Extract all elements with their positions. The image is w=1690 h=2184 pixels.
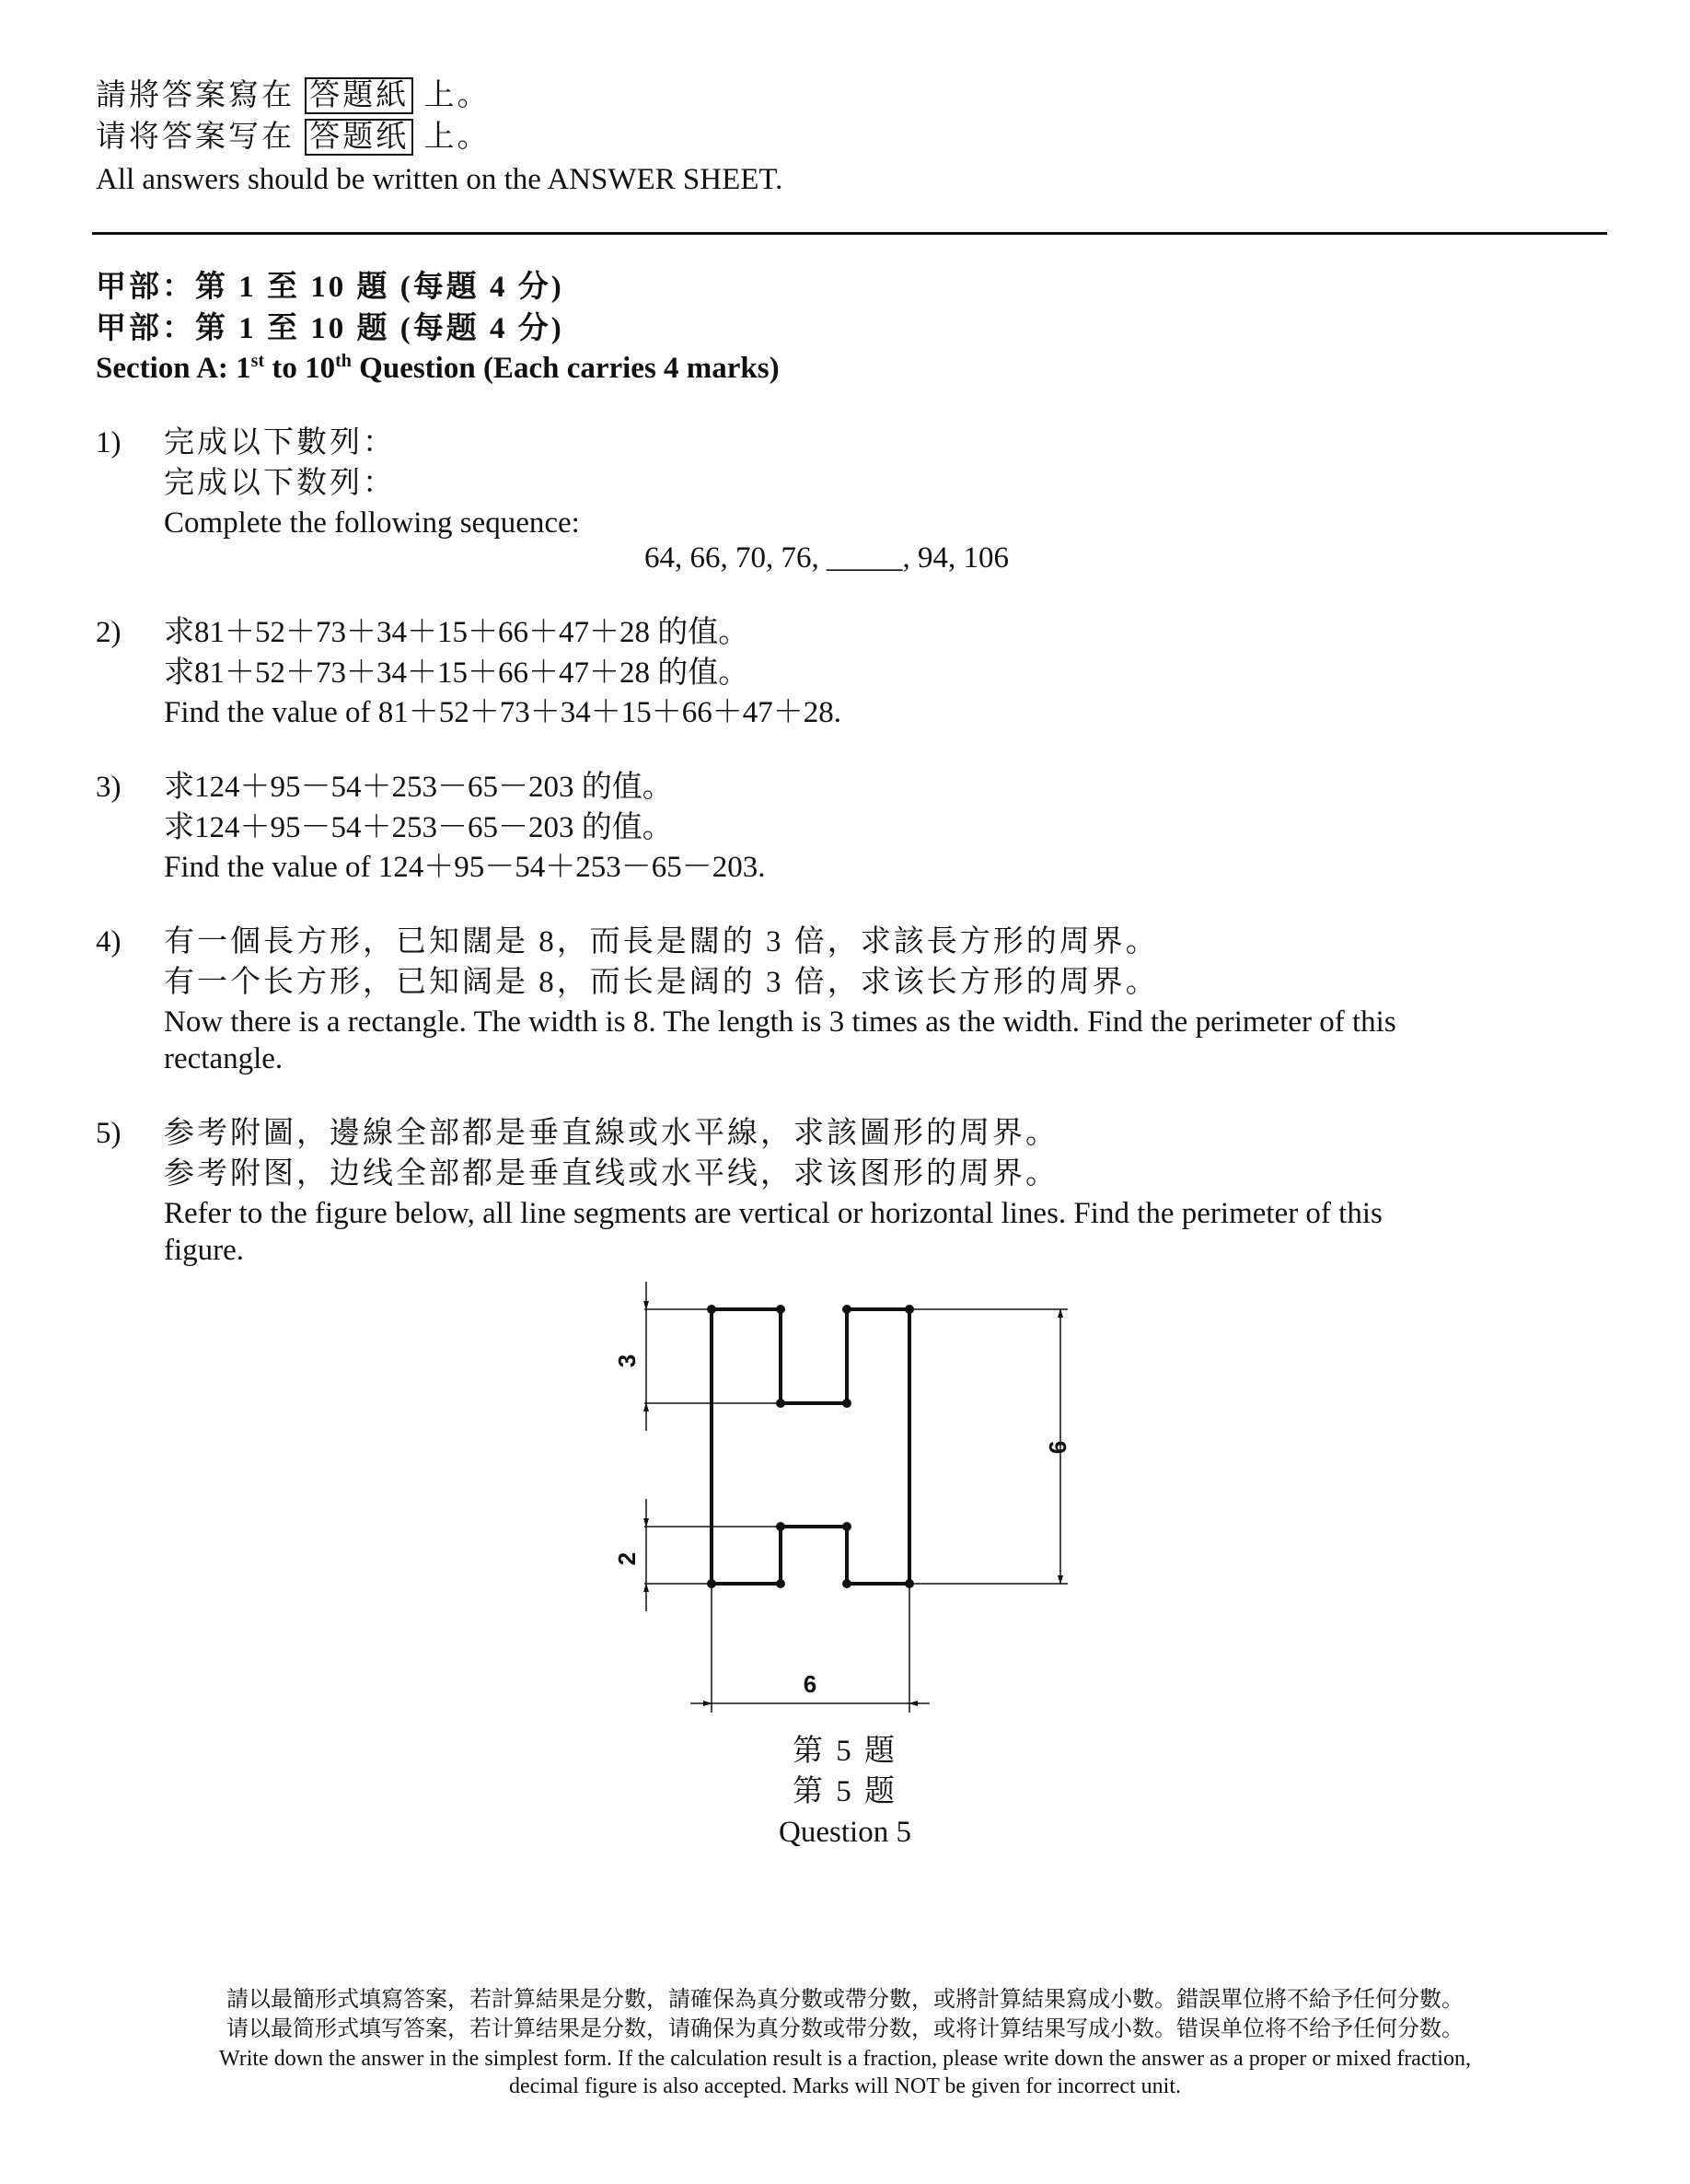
dimension-label-6: 6 <box>803 1670 817 1698</box>
dimension-lines <box>646 1282 1060 1703</box>
answer-sheet-box-trad: 答題紙 <box>305 77 413 114</box>
question-5-en-line2: figure. <box>164 1234 245 1267</box>
instruction-simp-text: 请将答案写在 <box>96 121 295 154</box>
figure-outline <box>712 1309 909 1584</box>
question-5-number: 5) <box>96 1117 122 1150</box>
question-2-trad: 求81＋52＋73＋34＋15＋66＋47＋28 的值。 <box>164 616 749 649</box>
superscript-st: st <box>250 351 265 371</box>
question-1-en: Complete the following sequence: <box>164 506 580 540</box>
figure-caption-trad: 第 5 題 <box>793 1735 897 1768</box>
question-4-en-line2: rectangle. <box>164 1042 284 1075</box>
footer-note-simp: 请以最简形式填写答案，若计算结果是分数，请确保为真分数或带分数，或将计算结果写成小数。错误单位将不给予任何分数。 <box>226 2017 1464 2041</box>
question-2-number: 2) <box>96 616 122 649</box>
section-title-en-part: Question (Each carries 4 marks) <box>351 352 780 385</box>
question-3-en: Find the value of 124＋95－54＋253－65－203. <box>164 851 766 884</box>
question-5-figure <box>589 1271 1105 1731</box>
instruction-en: All answers should be written on the ANSWER SHEET. <box>96 163 783 196</box>
footer-note-trad: 請以最簡形式填寫答案，若計算結果是分數，請確保為真分數或帶分數，或將計算結果寫成小數。錯誤單位將不給予任何分數。 <box>226 1988 1464 2012</box>
section-title-en <box>96 348 780 389</box>
header-divider <box>92 232 1607 235</box>
footer-note-en-line2: decimal figure is also accepted. Marks will NOT be given for incorrect unit. <box>509 2074 1181 2098</box>
figure-caption-en: Question 5 <box>779 1816 911 1849</box>
superscript-th: th <box>335 351 352 371</box>
question-3-trad: 求124＋95－54＋253－65－203 的值。 <box>164 771 673 804</box>
dimension-label-9: 9 <box>1044 1440 1071 1455</box>
section-title-en-part: Section A: 1 <box>96 352 251 385</box>
instruction-simp <box>96 117 491 157</box>
question-1-simp: 完成以下数列： <box>164 467 396 500</box>
question-1-number: 1) <box>96 426 122 459</box>
question-5-en-line1: Refer to the figure below, all line segments are vertical or horizontal lines. Find the perimeter of this <box>164 1197 1383 1230</box>
dimension-label-3: 3 <box>613 1353 641 1368</box>
section-title-simp: 甲部：第 1 至 10 题 (每题 4 分) <box>96 312 564 345</box>
question-3-simp: 求124＋95－54＋253－65－203 的值。 <box>164 811 673 844</box>
question-4-number: 4) <box>96 925 122 958</box>
question-5-trad: 参考附圖，邊線全部都是垂直線或水平線，求該圖形的周界。 <box>164 1117 1059 1150</box>
question-3-number: 3) <box>96 771 122 804</box>
instruction-trad <box>96 76 491 116</box>
instruction-trad-end: 上。 <box>423 79 491 112</box>
question-2-en: Find the value of 81＋52＋73＋34＋15＋66＋47＋28. <box>164 696 842 729</box>
question-4-en-line1: Now there is a rectangle. The width is 8. The length is 3 times as the width. Find the perimeter of this <box>164 1005 1396 1039</box>
instruction-trad-text: 請將答案寫在 <box>96 79 295 112</box>
question-1-trad: 完成以下數列： <box>164 426 396 459</box>
question-4-simp: 有一个长方形，已知阔是 8，而长是阔的 3 倍，求该长方形的周界。 <box>164 966 1159 999</box>
dimension-extension-lines <box>644 1309 1068 1713</box>
section-title-en-part: to 10 <box>264 352 336 385</box>
instruction-simp-end: 上。 <box>423 121 491 154</box>
figure-vertices <box>707 1305 914 1588</box>
footer-note-en-line1: Write down the answer in the simplest form. If the calculation result is a fraction, please write down the answer as a proper or mixed fraction, <box>219 2047 1471 2071</box>
question-2-simp: 求81＋52＋73＋34＋15＋66＋47＋28 的值。 <box>164 656 749 690</box>
question-5-simp: 参考附图，边线全部都是垂直线或水平线，求该图形的周界。 <box>164 1157 1059 1191</box>
figure-caption-simp: 第 5 题 <box>793 1775 897 1808</box>
question-1-sequence: 64, 66, 70, 76, _____, 94, 106 <box>644 541 1009 575</box>
dimension-label-2: 2 <box>613 1551 641 1566</box>
answer-sheet-box-simp: 答题纸 <box>305 119 413 156</box>
question-4-trad: 有一個長方形，已知闊是 8，而長是闊的 3 倍，求該長方形的周界。 <box>164 925 1159 958</box>
section-title-trad: 甲部：第 1 至 10 題 (每題 4 分) <box>96 271 564 304</box>
